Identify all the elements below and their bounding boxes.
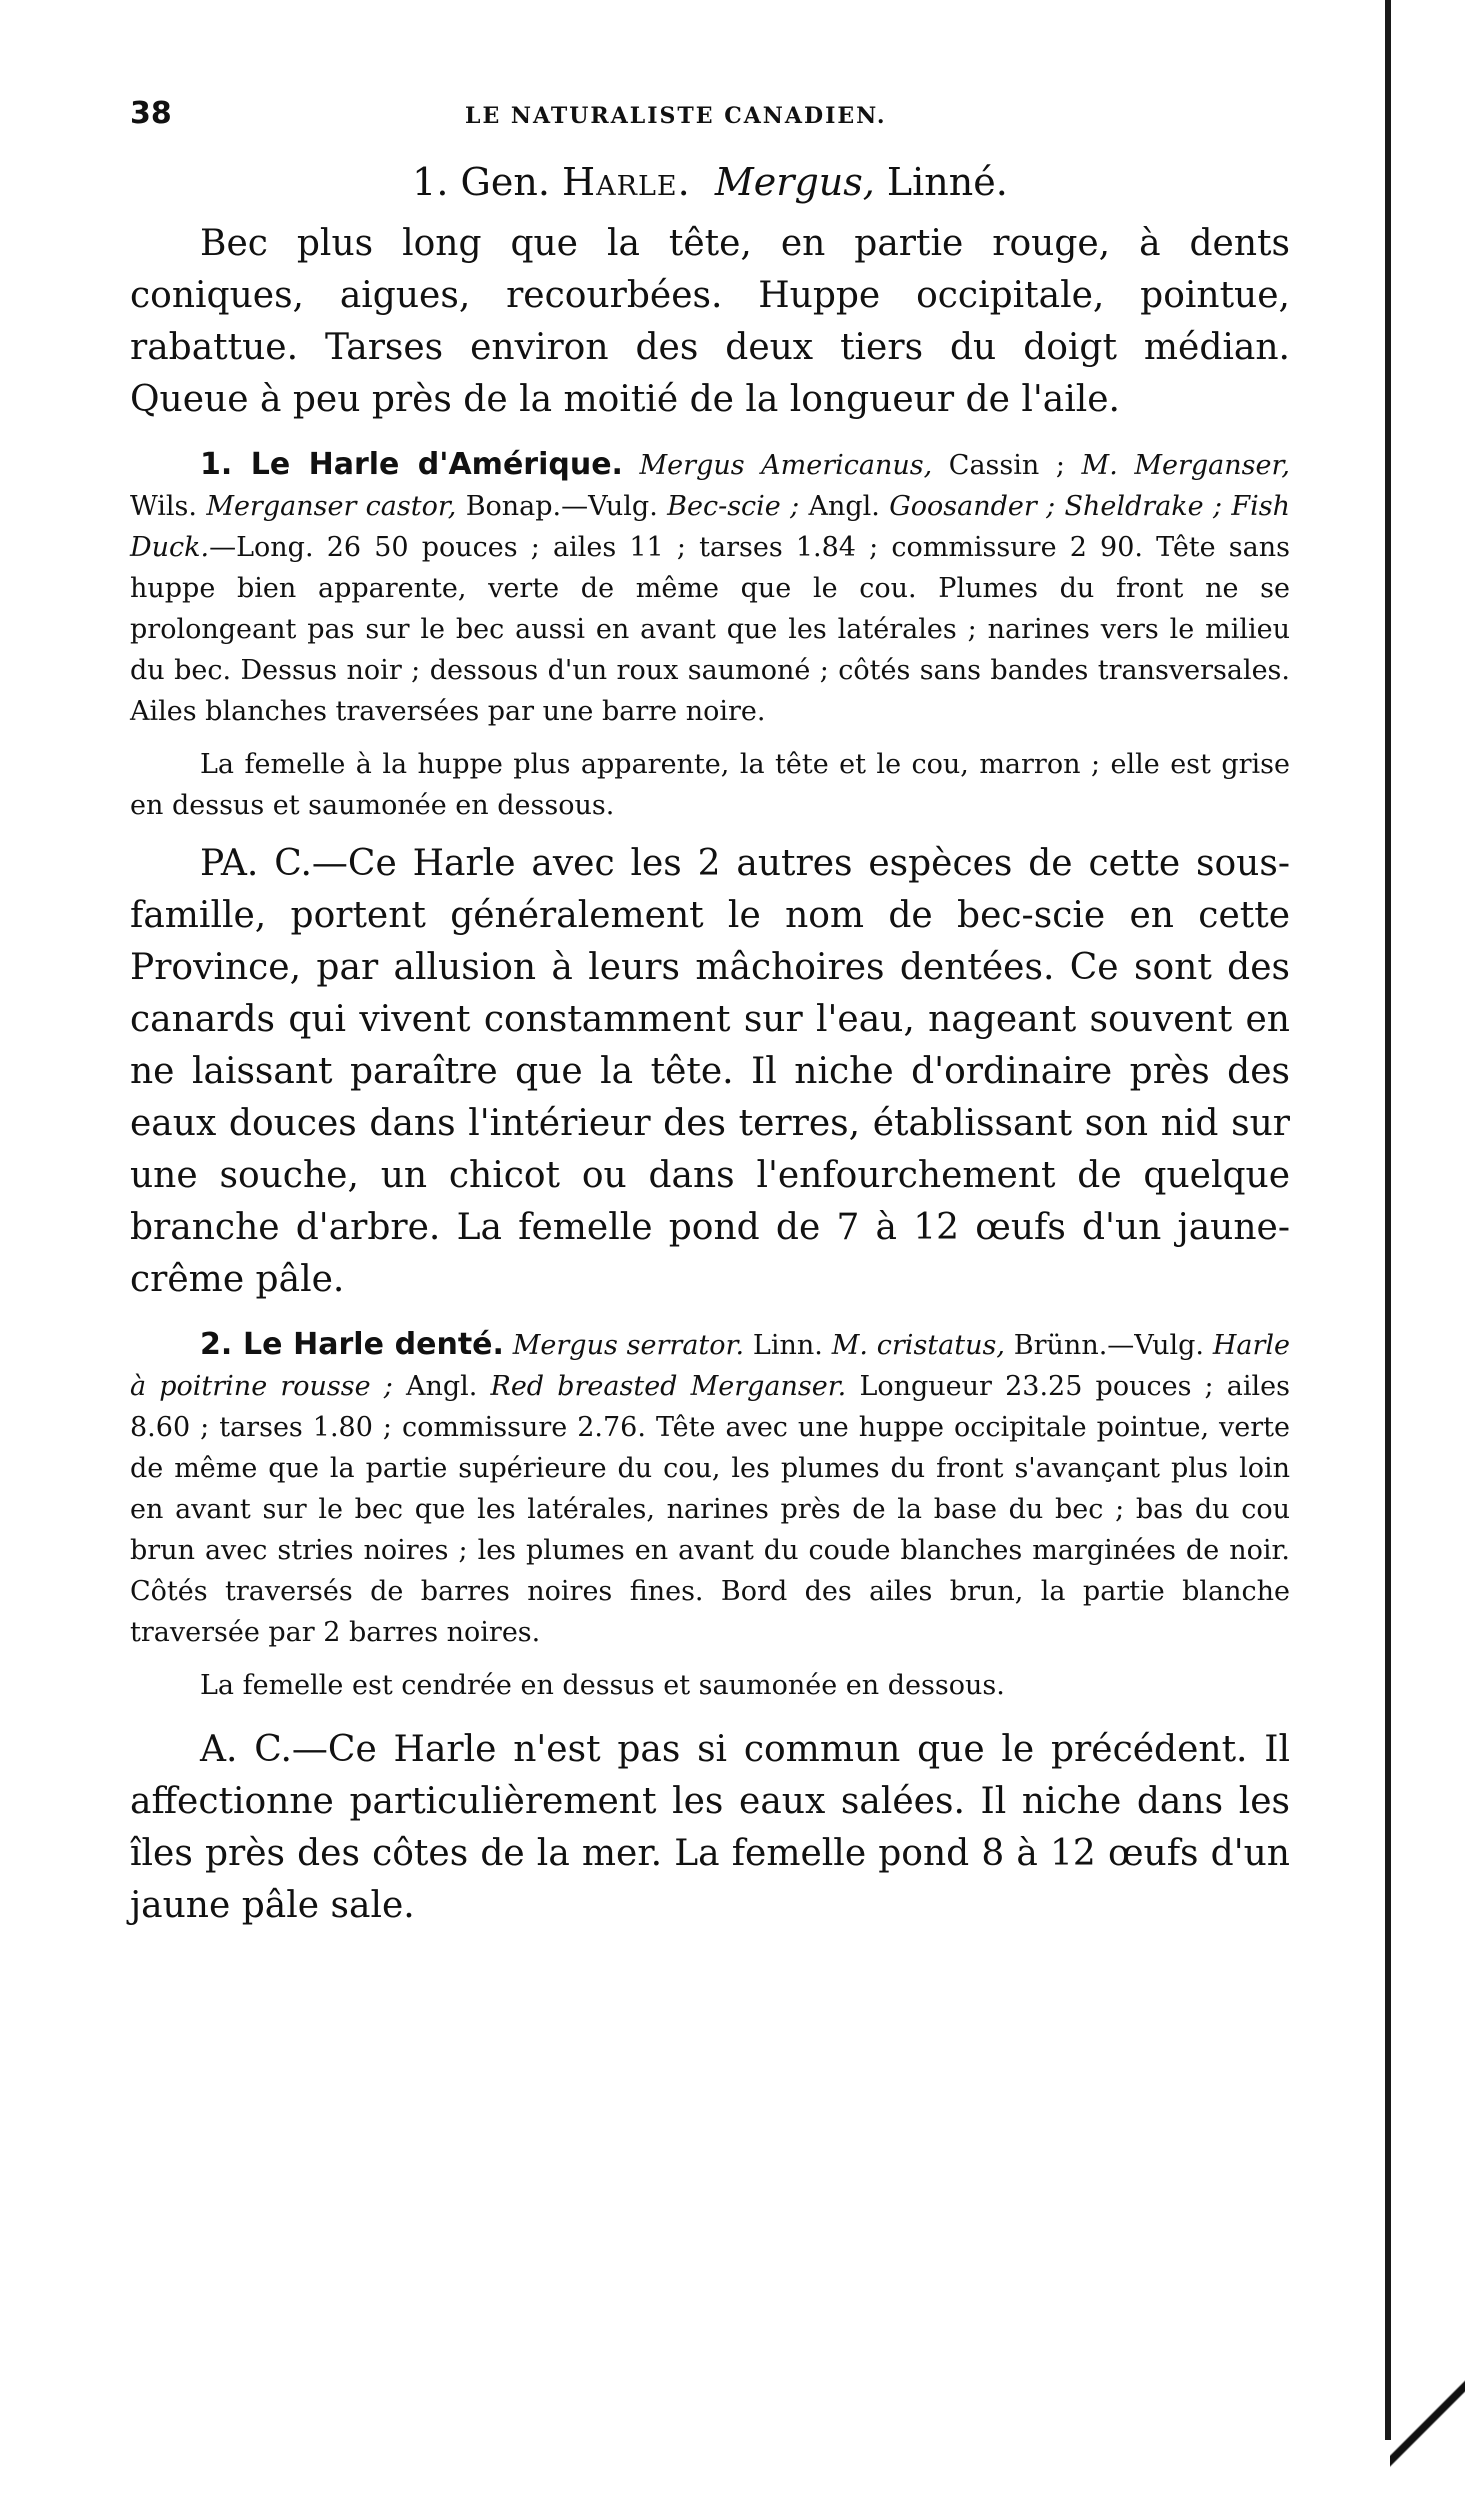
- species-2-syn-a: Mergus serrator.: [512, 1330, 745, 1361]
- genus-title: [130, 160, 1290, 204]
- genus-prefix: Gen.: [460, 160, 550, 204]
- species-1-syn-b: Cassin ;: [948, 450, 1065, 481]
- species-2-description: Longueur 23.25 pouces ; ailes 8.60 ; tarses 1.80 ; commissure 2.76. Tête avec une huppe occipitale pointue, verte de même que la partie supérieure du cou, les plumes du front s'avançant plus loin en avant sur le bec que les latérales, narines près de la base du bec ; bas du cou brun avec stries noires ; les plumes en avant du coude blanches marginées de noir. Côtés traversés de barres noires fines. Bord des ailes brun, la partie blanche traversée par 2 barres noires.: [130, 1371, 1291, 1648]
- species-1-syn-e: Merganser castor,: [206, 491, 457, 522]
- species-2-syn-c: M. cristatus,: [831, 1330, 1005, 1361]
- species-1-entry: [130, 444, 1290, 732]
- genus-name: Harle.: [562, 160, 691, 204]
- scan-border-line: [1385, 0, 1391, 2440]
- page-body: [130, 160, 1290, 1932]
- species-1-description: —Long. 26 50 pouces ; ailes 11 ; tarses 1.84 ; commissure 2 90. Tête sans huppe bien apparente, verte de même que le cou. Plumes du front ne se prolongeant pas sur le bec aussi en avant que les latérales ; narines vers le milieu du bec. Dessus noir ; dessous d'un roux saumoné ; côtés sans bandes transversales. Ailes blanches traversées par une barre noire.: [130, 532, 1290, 727]
- species-1-notes: PA. C.—Ce Harle avec les 2 autres espèces de cette sous-famille, portent généralement le nom de bec-scie en cette Province, par allusion à leurs mâchoires dentées. Ce sont des canards qui vivent constamment sur l'eau, nageant souvent en ne laissant paraître que la tête. Il niche d'ordinaire près des eaux douces dans l'intérieur des terres, établissant son nid sur une souche, un chicot ou dans l'enfourchement de quelque branche d'arbre. La femelle pond de 7 à 12 œufs d'un jaune-crême pâle.: [130, 843, 1290, 1300]
- species-2-heading: 2. Le Harle denté.: [200, 1327, 504, 1362]
- scan-shadow: [1390, 2350, 1465, 2493]
- species-2-syn-g: Red breasted Merganser.: [490, 1371, 847, 1402]
- species-1-syn-g: Bec-scie ;: [667, 491, 800, 522]
- species-2-syn-f: Angl.: [405, 1371, 478, 1402]
- genus-description: Bec plus long que la tête, en partie rouge, à dents coniques, aigues, recourbées. Huppe occipitale, pointue, rabattue. Tarses environ des deux tiers du doigt médian. Queue à peu près de la moitié de la longueur de l'aile.: [130, 223, 1290, 420]
- running-head: LE NATURALISTE CANADIEN.: [465, 103, 887, 129]
- species-2-syn-b: Linn.: [752, 1330, 823, 1361]
- genus-latin: Mergus,: [714, 160, 875, 204]
- genus-number: 1.: [412, 160, 449, 204]
- species-1-heading: 1. Le Harle d'Amérique.: [200, 447, 623, 482]
- species-2-syn-d: Brünn.—Vulg.: [1013, 1330, 1204, 1361]
- species-1-syn-d: Wils.: [130, 491, 197, 522]
- species-2-syn-e: Harle à poitrine rousse ;: [130, 1330, 1290, 1402]
- genus-author: Linné.: [886, 160, 1008, 204]
- species-1-syn-f: Bonap.—Vulg.: [465, 491, 658, 522]
- species-1-syn-c: M. Merganser,: [1081, 450, 1291, 481]
- species-1-female: La femelle à la huppe plus apparente, la tête et le cou, marron ; elle est grise en dessus et saumonée en dessous.: [130, 749, 1290, 821]
- page-number: 38: [130, 96, 172, 131]
- species-1-syn-i: Goosander ; Sheldrake ; Fish Duck.: [130, 491, 1290, 563]
- page-header: [130, 96, 1285, 131]
- species-2-entry: [130, 1324, 1290, 1653]
- species-1-syn-a: Mergus Americanus,: [639, 450, 933, 481]
- species-2-female: La femelle est cendrée en dessus et saumonée en dessous.: [200, 1670, 1005, 1701]
- species-1-syn-h: Angl.: [808, 491, 880, 522]
- species-2-notes: A. C.—Ce Harle n'est pas si commun que le précédent. Il affectionne particulièrement les eaux salées. Il niche dans les îles près des côtes de la mer. La femelle pond 8 à 12 œufs d'un jaune pâle sale.: [130, 1729, 1290, 1926]
